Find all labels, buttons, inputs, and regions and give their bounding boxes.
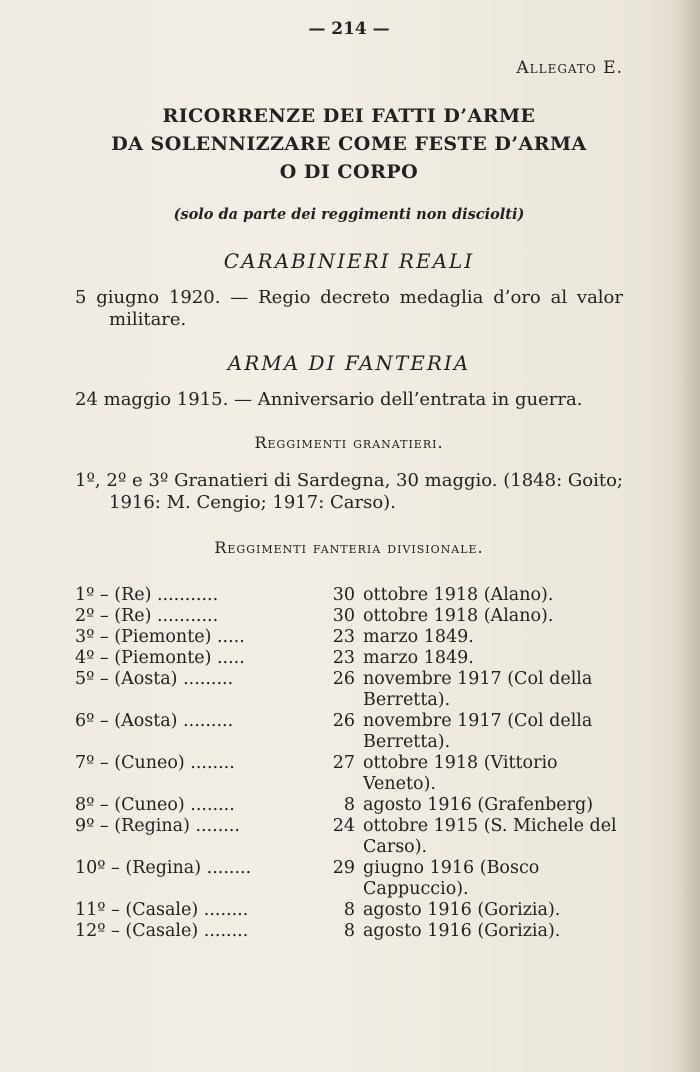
- page-content: [75, 14, 623, 942]
- page-edge-shadow: [678, 0, 700, 1072]
- regiment-day: 30: [332, 606, 355, 626]
- regiment-name: 5º – (Aosta) .........: [75, 669, 234, 689]
- regiment-name: 3º – (Piemonte) .....: [75, 627, 245, 647]
- regiment-name: 2º – (Re) ...........: [75, 606, 219, 626]
- table-row: [75, 753, 623, 795]
- regiment-day: 26: [332, 669, 355, 689]
- table-row: [75, 585, 623, 606]
- regiment-event: novembre 1917 (Col della Berretta).: [363, 669, 593, 710]
- title-line: O DI CORPO: [279, 161, 419, 183]
- table-row: [75, 921, 623, 942]
- granatieri-entry: 1º, 2º e 3º Granatieri di Sardegna, 30 maggio. (1848: Goito; 1916: M. Cengio; 1917: Carso).: [75, 470, 623, 513]
- regiment-name: 9º – (Regina) ........: [75, 816, 240, 836]
- table-row: [75, 795, 623, 816]
- carabinieri-entry: 5 giugno 1920. — Regio decreto medaglia d’oro al valor militare.: [75, 287, 623, 330]
- section-heading-fanteria: ARMA DI FANTERIA: [227, 351, 471, 375]
- regiment-event: novembre 1917 (Col della Berretta).: [363, 711, 593, 752]
- allegato-label: Allegato E.: [516, 58, 623, 78]
- regiment-name: 8º – (Cuneo) ........: [75, 795, 235, 815]
- regiment-event: ottobre 1918 (Alano).: [363, 585, 554, 605]
- table-row: [75, 900, 623, 921]
- regiment-event: ottobre 1915 (S. Michele del Carso).: [363, 816, 617, 857]
- regiment-event: ottobre 1918 (Vittorio Veneto).: [363, 753, 558, 794]
- regiment-name: 1º – (Re) ...........: [75, 585, 219, 605]
- regiment-event: giugno 1916 (Bosco Cappuccio).: [363, 858, 540, 899]
- table-row: [75, 816, 623, 858]
- regiment-day: 23: [332, 648, 355, 668]
- table-row: [75, 627, 623, 648]
- regiment-event: marzo 1849.: [363, 648, 474, 668]
- regiment-event: agosto 1916 (Gorizia).: [363, 900, 561, 920]
- regiment-event: agosto 1916 (Grafenberg): [363, 795, 594, 815]
- regiment-event: ottobre 1918 (Alano).: [363, 606, 554, 626]
- regiment-event: marzo 1849.: [363, 627, 474, 647]
- regiment-day: 30: [332, 585, 355, 605]
- regiment-day: 29: [332, 858, 355, 878]
- regiment-day: 8: [343, 795, 355, 815]
- section-heading-carabinieri: CARABINIERI REALI: [223, 249, 475, 273]
- page-number: — 214 —: [308, 19, 390, 39]
- subheading-divisionale: Reggimenti fanteria divisionale.: [214, 538, 484, 557]
- table-row: [75, 606, 623, 627]
- title-line: RICORRENZE DEI FATTI D’ARME: [162, 105, 536, 127]
- regiment-event: agosto 1916 (Gorizia).: [363, 921, 561, 941]
- regiment-day: 8: [343, 921, 355, 941]
- table-row: [75, 669, 623, 711]
- subheading-granatieri: Reggimenti granatieri.: [254, 433, 444, 452]
- document-title: [75, 102, 623, 186]
- regiment-name: 7º – (Cuneo) ........: [75, 753, 235, 773]
- regiment-name: 10º – (Regina) ........: [75, 858, 252, 878]
- regiment-day: 24: [332, 816, 355, 836]
- document-subtitle: (solo da parte dei reggimenti non disciolti): [173, 206, 525, 223]
- regiment-day: 8: [343, 900, 355, 920]
- regiment-table: [75, 585, 623, 942]
- fanteria-entry: 24 maggio 1915. — Anniversario dell’entrata in guerra.: [75, 389, 583, 410]
- regiment-day: 23: [332, 627, 355, 647]
- regiment-name: 12º – (Casale) ........: [75, 921, 249, 941]
- title-line: DA SOLENNIZZARE COME FESTE D’ARMA: [111, 133, 587, 155]
- regiment-name: 6º – (Aosta) .........: [75, 711, 234, 731]
- table-row: [75, 858, 623, 900]
- regiment-name: 4º – (Piemonte) .....: [75, 648, 245, 668]
- table-row: [75, 648, 623, 669]
- regiment-name: 11º – (Casale) ........: [75, 900, 249, 920]
- table-row: [75, 711, 623, 753]
- regiment-day: 26: [332, 711, 355, 731]
- regiment-day: 27: [332, 753, 355, 773]
